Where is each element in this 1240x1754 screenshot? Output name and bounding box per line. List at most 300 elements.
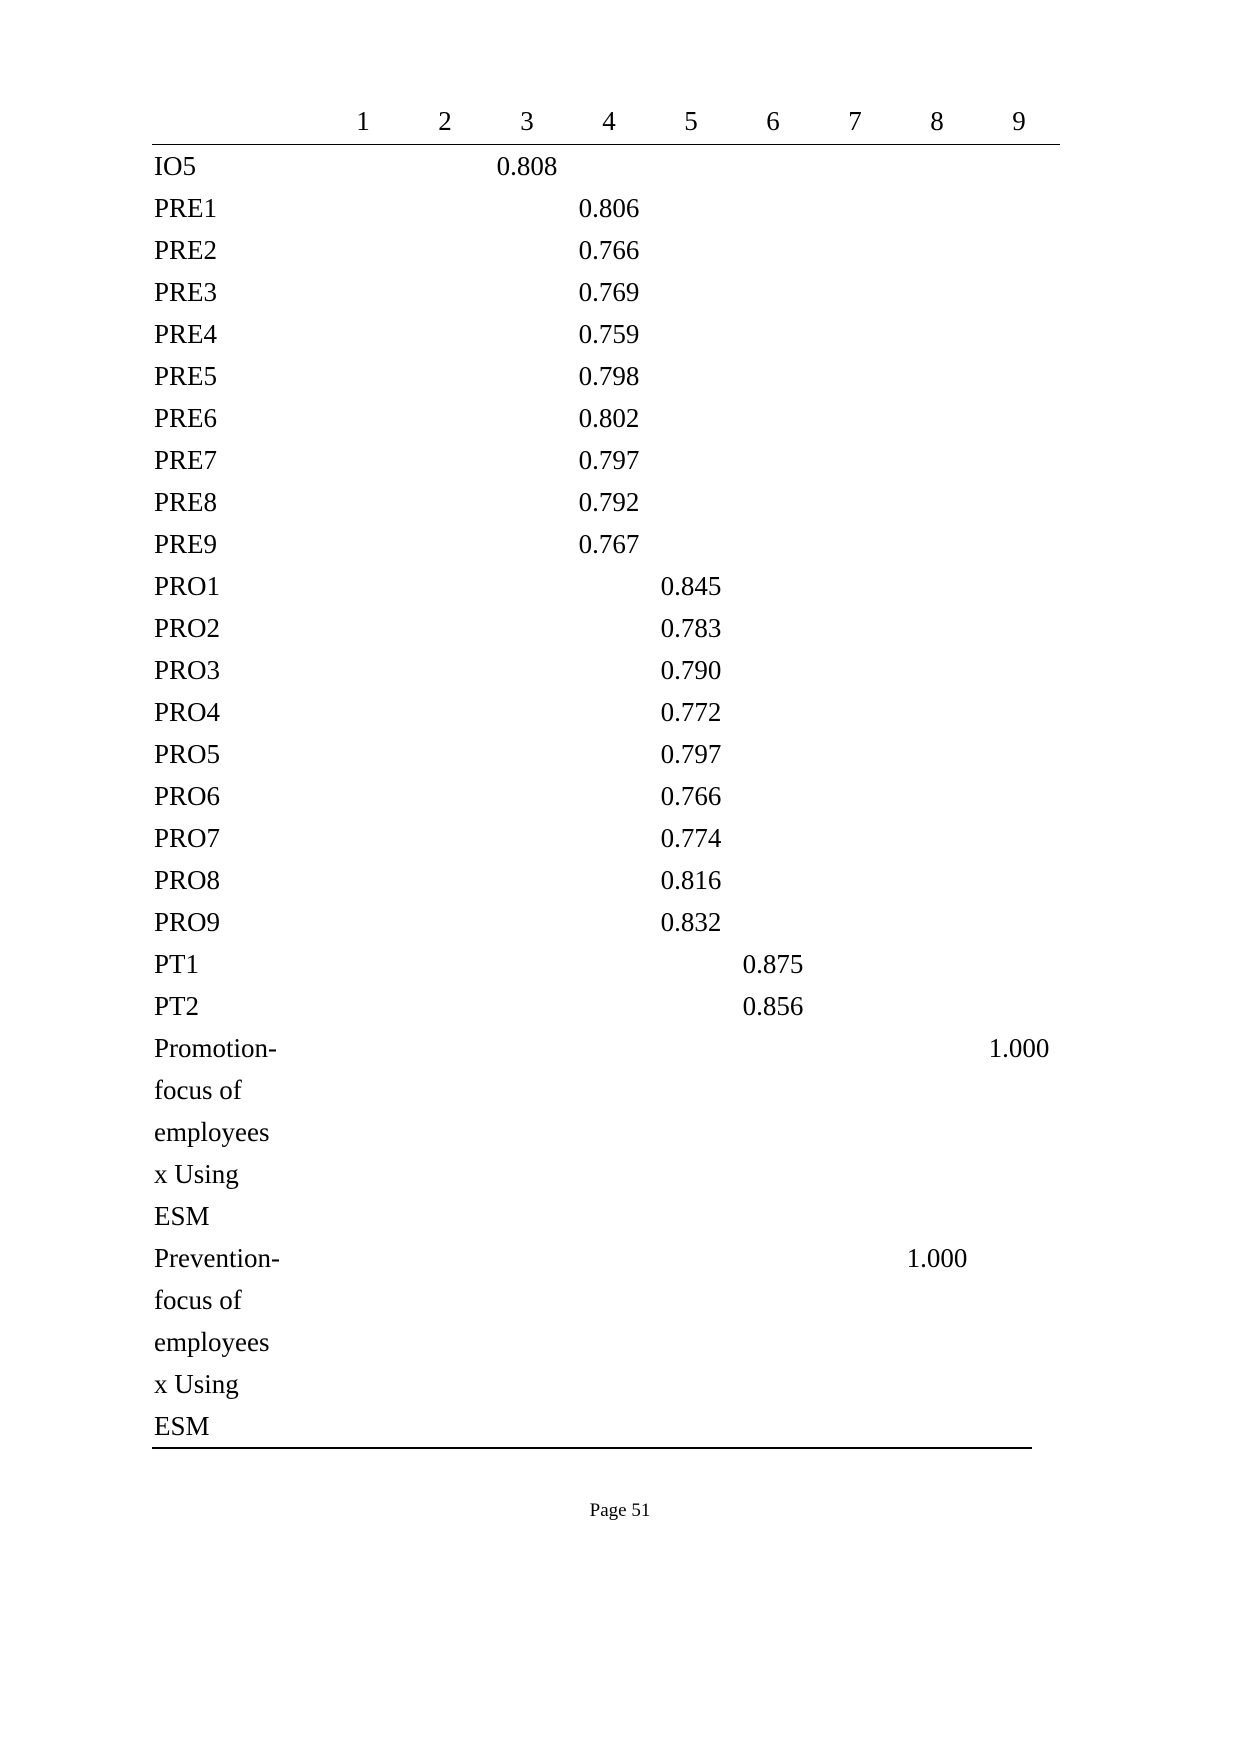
cell-value bbox=[978, 943, 1060, 985]
cell-value bbox=[732, 397, 814, 439]
cell-value: 0.774 bbox=[660, 823, 722, 853]
cell-value bbox=[568, 1237, 650, 1447]
cell-value: 0.797 bbox=[578, 445, 640, 475]
table-header bbox=[152, 98, 1060, 145]
table-row bbox=[152, 775, 1060, 817]
cell-value bbox=[322, 649, 404, 691]
cell-value bbox=[732, 859, 814, 901]
cell-value bbox=[404, 901, 486, 943]
cell-value bbox=[732, 733, 814, 775]
cell-value bbox=[322, 355, 404, 397]
cell-value bbox=[486, 649, 568, 691]
cell-value bbox=[650, 943, 732, 985]
cell-value bbox=[978, 649, 1060, 691]
table-row bbox=[152, 187, 1060, 229]
cell-value bbox=[814, 1027, 896, 1237]
column-header-0 bbox=[152, 98, 322, 145]
cell-value bbox=[732, 439, 814, 481]
cell-value bbox=[814, 649, 896, 691]
cell-value bbox=[732, 565, 814, 607]
cell-value: 0.845 bbox=[660, 571, 722, 601]
row-label bbox=[152, 523, 322, 565]
column-header-9: 9 bbox=[978, 98, 1060, 145]
cell-value bbox=[404, 271, 486, 313]
cell-value bbox=[814, 481, 896, 523]
cell-value bbox=[814, 775, 896, 817]
cell-value: 0.816 bbox=[660, 865, 722, 895]
column-header-8: 8 bbox=[896, 98, 978, 145]
cell-value bbox=[814, 985, 896, 1027]
cell-value bbox=[896, 565, 978, 607]
cell-value bbox=[650, 229, 732, 271]
row-label-line: employees bbox=[154, 1117, 270, 1147]
row-label-line: PRE9 bbox=[154, 529, 218, 559]
cell-value bbox=[732, 607, 814, 649]
cell-value bbox=[568, 733, 650, 775]
cell-value bbox=[486, 481, 568, 523]
table-row bbox=[152, 229, 1060, 271]
column-header-1: 1 bbox=[322, 98, 404, 145]
cell-value bbox=[322, 1027, 404, 1237]
cell-value bbox=[814, 859, 896, 901]
cell-value bbox=[896, 649, 978, 691]
cell-value bbox=[486, 1027, 568, 1237]
cell-value bbox=[486, 229, 568, 271]
cell-value: 0.856 bbox=[742, 991, 804, 1021]
cell-value bbox=[404, 817, 486, 859]
cell-value bbox=[404, 691, 486, 733]
cell-value bbox=[896, 355, 978, 397]
cell-value bbox=[404, 985, 486, 1027]
cell-value bbox=[732, 229, 814, 271]
cell-value bbox=[486, 859, 568, 901]
table-row bbox=[152, 523, 1060, 565]
cell-value bbox=[568, 775, 650, 817]
row-label bbox=[152, 607, 322, 649]
cell-value bbox=[896, 775, 978, 817]
row-label bbox=[152, 859, 322, 901]
cell-value bbox=[732, 145, 814, 188]
cell-value bbox=[978, 523, 1060, 565]
cell-value bbox=[896, 901, 978, 943]
cell-value bbox=[568, 817, 650, 859]
cell-value bbox=[978, 481, 1060, 523]
cell-value bbox=[486, 817, 568, 859]
cell-value: 0.875 bbox=[742, 949, 804, 979]
cell-value bbox=[732, 649, 814, 691]
cell-value bbox=[732, 775, 814, 817]
table-bottom-rule bbox=[152, 1447, 1032, 1449]
cell-value bbox=[322, 985, 404, 1027]
cell-value bbox=[404, 607, 486, 649]
cell-value bbox=[404, 229, 486, 271]
cell-value bbox=[486, 691, 568, 733]
row-label-line: PRE3 bbox=[154, 277, 218, 307]
cell-value bbox=[486, 523, 568, 565]
table-row bbox=[152, 817, 1060, 859]
table-row bbox=[152, 901, 1060, 943]
cell-value bbox=[486, 397, 568, 439]
cell-value: 0.806 bbox=[578, 193, 640, 223]
cell-value bbox=[568, 565, 650, 607]
cell-value bbox=[404, 481, 486, 523]
cell-value: 0.802 bbox=[578, 403, 640, 433]
cell-value bbox=[568, 145, 650, 188]
table-row bbox=[152, 271, 1060, 313]
cell-value bbox=[568, 901, 650, 943]
column-header-5: 5 bbox=[650, 98, 732, 145]
cell-value: 0.832 bbox=[660, 907, 722, 937]
cell-value bbox=[404, 1027, 486, 1237]
row-label bbox=[152, 985, 322, 1027]
cell-value bbox=[650, 1237, 732, 1447]
cell-value: 0.766 bbox=[660, 781, 722, 811]
cell-value bbox=[650, 145, 732, 188]
cell-value bbox=[322, 271, 404, 313]
row-label bbox=[152, 439, 322, 481]
row-label bbox=[152, 355, 322, 397]
cell-value bbox=[650, 439, 732, 481]
row-label bbox=[152, 775, 322, 817]
cell-value bbox=[814, 565, 896, 607]
row-label-line: PRE2 bbox=[154, 235, 218, 265]
cell-value bbox=[404, 523, 486, 565]
cell-value bbox=[896, 817, 978, 859]
cell-value bbox=[896, 733, 978, 775]
cell-value bbox=[978, 1237, 1060, 1447]
cell-value bbox=[486, 187, 568, 229]
cell-value bbox=[732, 187, 814, 229]
cell-value bbox=[404, 355, 486, 397]
cell-value: 0.769 bbox=[578, 277, 640, 307]
table-row bbox=[152, 481, 1060, 523]
cell-value bbox=[814, 691, 896, 733]
cell-value bbox=[322, 607, 404, 649]
cell-value bbox=[978, 565, 1060, 607]
table-row bbox=[152, 355, 1060, 397]
cell-value bbox=[732, 271, 814, 313]
cell-value bbox=[486, 775, 568, 817]
column-header-4: 4 bbox=[568, 98, 650, 145]
cell-value bbox=[978, 859, 1060, 901]
cell-value bbox=[978, 607, 1060, 649]
cell-value bbox=[322, 565, 404, 607]
row-label-line: x Using bbox=[154, 1159, 239, 1189]
cell-value bbox=[404, 1237, 486, 1447]
row-label-line: PT2 bbox=[154, 991, 200, 1021]
row-label-line: IO5 bbox=[154, 151, 196, 181]
cell-value bbox=[322, 313, 404, 355]
cell-value bbox=[732, 481, 814, 523]
table-row bbox=[152, 145, 1060, 188]
cell-value bbox=[978, 313, 1060, 355]
cell-value bbox=[896, 229, 978, 271]
cell-value bbox=[814, 733, 896, 775]
cell-value: 0.772 bbox=[660, 697, 722, 727]
cell-value bbox=[896, 607, 978, 649]
row-label-line: employees bbox=[154, 1327, 270, 1357]
cell-value bbox=[322, 229, 404, 271]
cell-value bbox=[814, 607, 896, 649]
cell-value bbox=[568, 607, 650, 649]
cell-value bbox=[814, 817, 896, 859]
cell-value bbox=[322, 817, 404, 859]
cell-value bbox=[978, 775, 1060, 817]
cell-value bbox=[404, 859, 486, 901]
cell-value bbox=[814, 439, 896, 481]
cell-value bbox=[404, 943, 486, 985]
cell-value bbox=[322, 859, 404, 901]
cell-value bbox=[568, 1027, 650, 1237]
cell-value bbox=[650, 187, 732, 229]
cell-value bbox=[322, 145, 404, 188]
cell-value bbox=[978, 397, 1060, 439]
cell-value bbox=[978, 187, 1060, 229]
cell-value bbox=[568, 859, 650, 901]
cell-value bbox=[322, 775, 404, 817]
row-label-line: focus of bbox=[154, 1285, 242, 1315]
row-label-line: PRE6 bbox=[154, 403, 218, 433]
row-label-line: PRO8 bbox=[154, 865, 221, 895]
row-label-line: PRE5 bbox=[154, 361, 218, 391]
cell-value bbox=[896, 691, 978, 733]
cell-value bbox=[650, 523, 732, 565]
row-label-line: PRO9 bbox=[154, 907, 221, 937]
table-row bbox=[152, 691, 1060, 733]
cell-value bbox=[322, 943, 404, 985]
cell-value bbox=[650, 313, 732, 355]
column-header-3: 3 bbox=[486, 98, 568, 145]
cell-value: 0.798 bbox=[578, 361, 640, 391]
table-row bbox=[152, 607, 1060, 649]
cell-value bbox=[404, 775, 486, 817]
cell-value bbox=[404, 649, 486, 691]
cell-value bbox=[896, 187, 978, 229]
cell-value bbox=[896, 313, 978, 355]
row-label-line: ESM bbox=[154, 1201, 210, 1231]
cell-value bbox=[322, 733, 404, 775]
cell-value: 0.783 bbox=[660, 613, 722, 643]
row-label-line: PRO4 bbox=[154, 697, 221, 727]
cell-value bbox=[732, 1237, 814, 1447]
column-header-6: 6 bbox=[732, 98, 814, 145]
row-label-line: Prevention- bbox=[154, 1243, 280, 1273]
cell-value bbox=[322, 691, 404, 733]
row-label-line: PRE4 bbox=[154, 319, 218, 349]
row-label-line: PRE7 bbox=[154, 445, 218, 475]
cell-value bbox=[732, 355, 814, 397]
cell-value bbox=[978, 439, 1060, 481]
cell-value bbox=[896, 397, 978, 439]
row-label bbox=[152, 187, 322, 229]
cell-value bbox=[404, 397, 486, 439]
row-label bbox=[152, 229, 322, 271]
cell-value bbox=[322, 523, 404, 565]
row-label-line: PRO7 bbox=[154, 823, 221, 853]
row-label bbox=[152, 1027, 322, 1237]
cell-value bbox=[896, 943, 978, 985]
table-row bbox=[152, 943, 1060, 985]
cell-value bbox=[404, 187, 486, 229]
row-label bbox=[152, 145, 322, 188]
cell-value bbox=[814, 1237, 896, 1447]
cell-value bbox=[814, 397, 896, 439]
cell-value bbox=[978, 355, 1060, 397]
cell-value bbox=[568, 649, 650, 691]
cell-value bbox=[322, 901, 404, 943]
table-row bbox=[152, 565, 1060, 607]
cell-value bbox=[814, 271, 896, 313]
cell-value: 1.000 bbox=[906, 1243, 968, 1273]
cell-value bbox=[486, 901, 568, 943]
cell-value bbox=[322, 439, 404, 481]
cell-value bbox=[404, 145, 486, 188]
row-label bbox=[152, 271, 322, 313]
table-row bbox=[152, 1027, 1060, 1237]
row-label-line: PRO3 bbox=[154, 655, 221, 685]
cell-value bbox=[896, 481, 978, 523]
table-header-row bbox=[152, 98, 1060, 145]
cell-value bbox=[814, 313, 896, 355]
cell-value bbox=[486, 943, 568, 985]
cell-value bbox=[322, 397, 404, 439]
cell-value bbox=[978, 817, 1060, 859]
table-row bbox=[152, 985, 1060, 1027]
cell-value bbox=[732, 523, 814, 565]
table-row bbox=[152, 397, 1060, 439]
cell-value bbox=[650, 1027, 732, 1237]
row-label bbox=[152, 943, 322, 985]
cell-value bbox=[978, 733, 1060, 775]
row-label bbox=[152, 481, 322, 523]
cell-value bbox=[568, 985, 650, 1027]
cell-value: 0.792 bbox=[578, 487, 640, 517]
table-row bbox=[152, 859, 1060, 901]
cell-value bbox=[486, 271, 568, 313]
cell-value bbox=[732, 901, 814, 943]
cell-value bbox=[814, 523, 896, 565]
table-row bbox=[152, 439, 1060, 481]
table-row bbox=[152, 733, 1060, 775]
row-label-line: PRO1 bbox=[154, 571, 221, 601]
row-label bbox=[152, 733, 322, 775]
row-label-line: PRO6 bbox=[154, 781, 221, 811]
row-label bbox=[152, 1237, 322, 1447]
row-label bbox=[152, 565, 322, 607]
cell-value bbox=[650, 481, 732, 523]
cell-value bbox=[322, 481, 404, 523]
cell-value bbox=[732, 817, 814, 859]
cell-value bbox=[896, 523, 978, 565]
cell-value bbox=[732, 313, 814, 355]
row-label-line: focus of bbox=[154, 1075, 242, 1105]
factor-loadings-table-wrapper bbox=[152, 98, 1050, 1449]
cell-value bbox=[896, 439, 978, 481]
cell-value bbox=[896, 145, 978, 188]
table-row bbox=[152, 313, 1060, 355]
cell-value bbox=[486, 439, 568, 481]
cell-value bbox=[568, 943, 650, 985]
cell-value bbox=[978, 271, 1060, 313]
row-label bbox=[152, 691, 322, 733]
cell-value: 1.000 bbox=[988, 1033, 1050, 1063]
cell-value bbox=[486, 355, 568, 397]
cell-value: 0.759 bbox=[578, 319, 640, 349]
row-label bbox=[152, 649, 322, 691]
cell-value: 0.767 bbox=[578, 529, 640, 559]
cell-value bbox=[814, 943, 896, 985]
cell-value bbox=[404, 565, 486, 607]
cell-value bbox=[568, 691, 650, 733]
cell-value: 0.766 bbox=[578, 235, 640, 265]
cell-value bbox=[404, 439, 486, 481]
cell-value bbox=[814, 187, 896, 229]
row-label bbox=[152, 901, 322, 943]
row-label bbox=[152, 313, 322, 355]
cell-value bbox=[978, 229, 1060, 271]
cell-value: 0.808 bbox=[496, 151, 558, 181]
cell-value bbox=[732, 1027, 814, 1237]
cell-value bbox=[896, 859, 978, 901]
row-label-line: PRE1 bbox=[154, 193, 218, 223]
cell-value bbox=[978, 985, 1060, 1027]
cell-value bbox=[486, 733, 568, 775]
cell-value bbox=[814, 229, 896, 271]
row-label-line: ESM bbox=[154, 1411, 210, 1441]
row-label-line: PRE8 bbox=[154, 487, 218, 517]
row-label-line: Promotion- bbox=[154, 1033, 278, 1063]
cell-value bbox=[896, 1027, 978, 1237]
page-footer: Page 51 bbox=[589, 1500, 651, 1521]
cell-value bbox=[486, 985, 568, 1027]
column-header-7: 7 bbox=[814, 98, 896, 145]
table-row bbox=[152, 649, 1060, 691]
row-label-line: PRO2 bbox=[154, 613, 221, 643]
row-label-line: PT1 bbox=[154, 949, 200, 979]
column-header-2: 2 bbox=[404, 98, 486, 145]
table-row bbox=[152, 1237, 1060, 1447]
cell-value bbox=[814, 145, 896, 188]
cell-value: 0.797 bbox=[660, 739, 722, 769]
cell-value bbox=[814, 901, 896, 943]
cell-value bbox=[322, 1237, 404, 1447]
row-label bbox=[152, 817, 322, 859]
row-label-line: x Using bbox=[154, 1369, 239, 1399]
cell-value bbox=[732, 691, 814, 733]
cell-value bbox=[978, 691, 1060, 733]
cell-value bbox=[486, 565, 568, 607]
cell-value: 0.790 bbox=[660, 655, 722, 685]
cell-value bbox=[650, 985, 732, 1027]
cell-value bbox=[650, 271, 732, 313]
row-label bbox=[152, 397, 322, 439]
factor-loadings-table bbox=[152, 98, 1060, 1447]
cell-value bbox=[404, 733, 486, 775]
row-label-line: PRO5 bbox=[154, 739, 221, 769]
cell-value bbox=[978, 901, 1060, 943]
cell-value bbox=[650, 355, 732, 397]
cell-value bbox=[486, 313, 568, 355]
cell-value bbox=[486, 1237, 568, 1447]
cell-value bbox=[650, 397, 732, 439]
cell-value bbox=[322, 187, 404, 229]
cell-value bbox=[896, 271, 978, 313]
table-body bbox=[152, 145, 1060, 1448]
cell-value bbox=[404, 313, 486, 355]
cell-value bbox=[978, 145, 1060, 188]
cell-value bbox=[896, 985, 978, 1027]
cell-value bbox=[814, 355, 896, 397]
